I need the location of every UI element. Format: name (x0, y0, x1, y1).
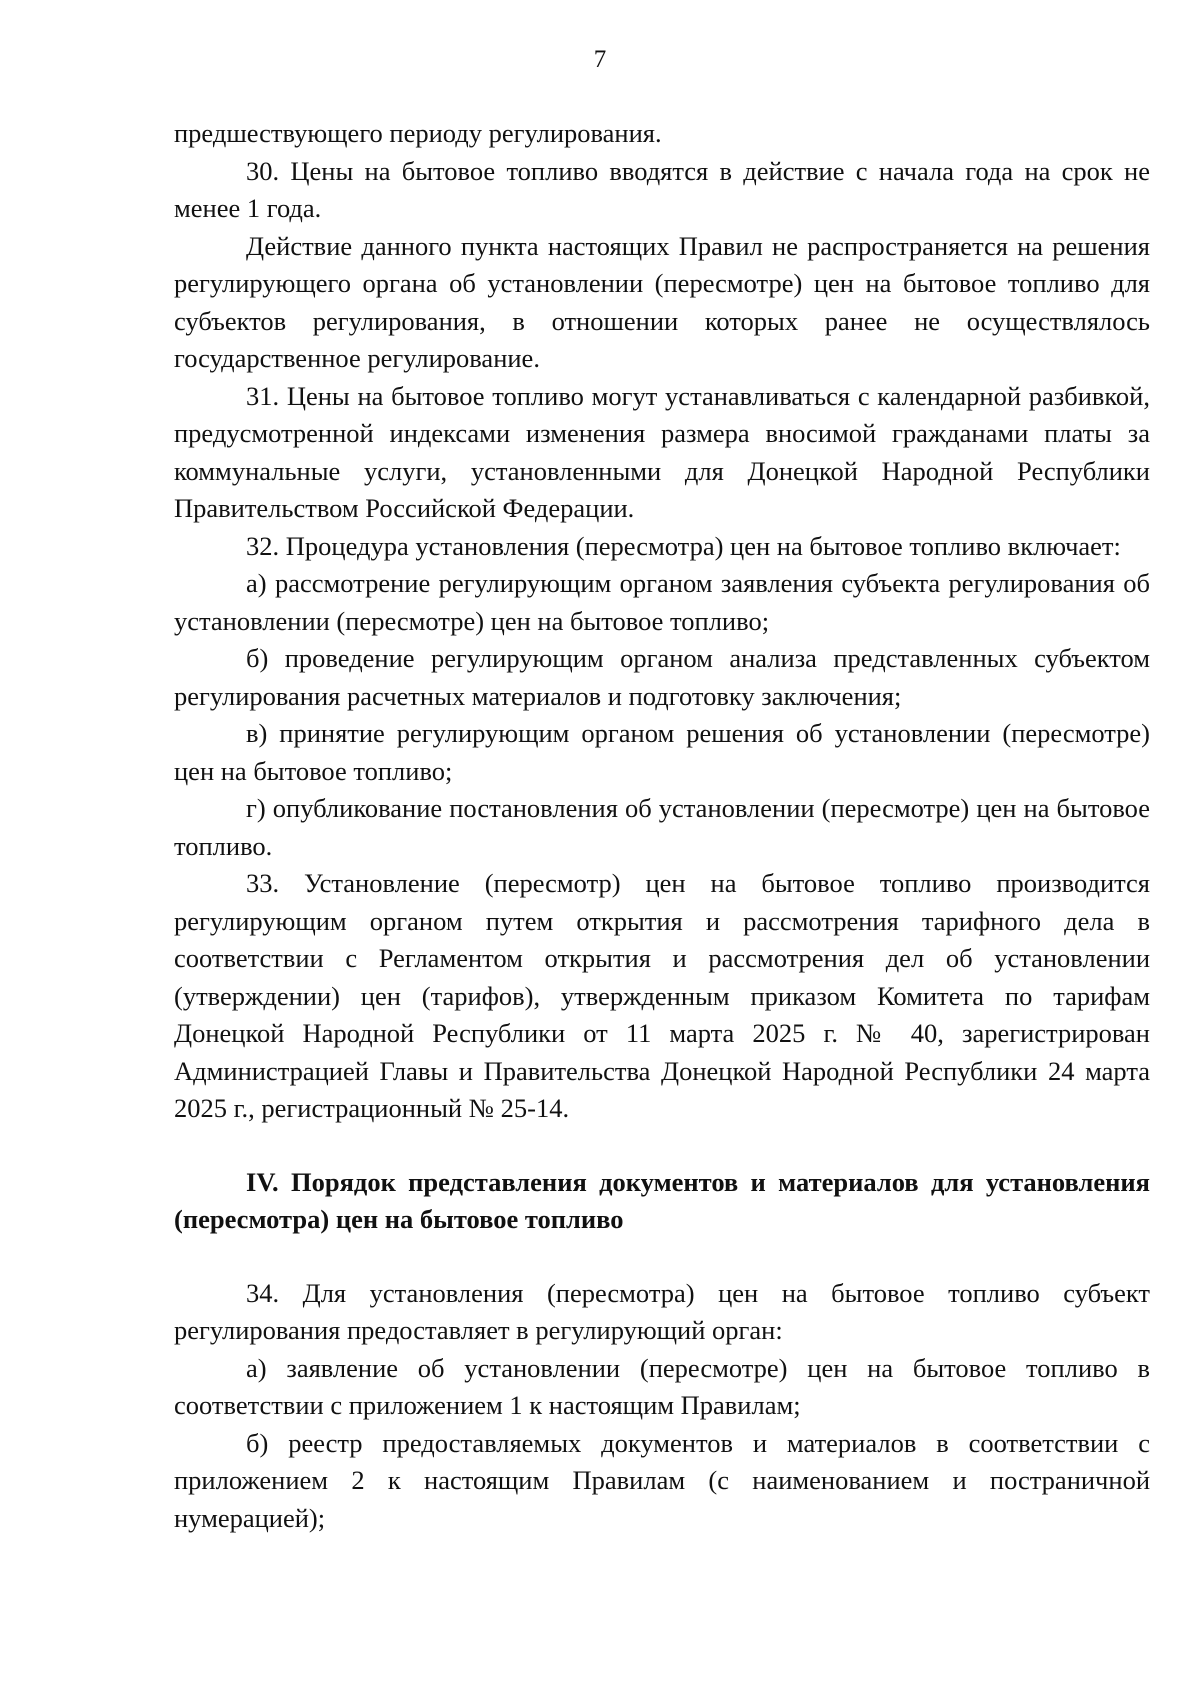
paragraph-clause-32: 32. Процедура установления (пересмотра) цен на бытовое топливо включает: (246, 530, 1121, 561)
page-number: 7 (593, 46, 607, 73)
document-body (174, 115, 1150, 1537)
paragraph-continuation: предшествующего периоду регулирования. (174, 118, 662, 148)
list-item-clause-34-b: б) реестр предоставляемых документов и материалов в соответствии с приложением 2 к настоящим Правилам (с наименованием и постраничной нумерацией); (174, 1427, 1150, 1533)
paragraph-clause-31: 31. Цены на бытовое топливо могут устанавливаться с календарной разбивкой, предусмотренной индексами изменения размера вносимой гражданами платы за коммунальные услуги, установленными для Донецкой Народной Республики Правительством Российской Федерации. (174, 380, 1150, 523)
list-item-clause-32-a: а) рассмотрение регулирующим органом заявления субъекта регулирования об установлении (пересмотре) цен на бытовое топливо; (174, 568, 1150, 636)
section-heading-iv: IV. Порядок представления документов и материалов для установления (пересмотра) цен на бытовое топливо (174, 1166, 1150, 1234)
paragraph-clause-30: 30. Цены на бытовое топливо вводятся в действие с начала года на срок не менее 1 года. (174, 155, 1150, 223)
list-item-clause-34-a: а) заявление об установлении (пересмотре) цен на бытовое топливо в соответствии с приложением 1 к настоящим Правилам; (174, 1352, 1150, 1420)
paragraph-clause-34: 34. Для установления (пересмотра) цен на бытовое топливо субъект регулирования предоставляет в регулирующий орган: (174, 1277, 1150, 1345)
paragraph-clause-33: 33. Установление (пересмотр) цен на бытовое топливо производится регулирующим органом путем открытия и рассмотрения тарифного дела в соответствии с Регламентом открытия и рассмотрения дел об установлении (утверждении) цен (тарифов), утвержденным приказом Комитета по тарифам Донецкой Народной Республики от 11 марта 2025 г. № 40, зарегистрирован Администрацией Главы и Правительства Донецкой Народной Республики 24 марта 2025 г., регистрационный № 25-14. (174, 868, 1150, 1123)
paragraph-clause-30-note: Действие данного пункта настоящих Правил не распространяется на решения регулирующего органа об установлении (пересмотре) цен на бытовое топливо для субъектов регулирования, в отношении которых ранее не осуществлялось государственное регулирование. (174, 230, 1150, 373)
list-item-clause-32-v: в) принятие регулирующим органом решения об установлении (пересмотре) цен на бытовое топливо; (174, 718, 1150, 786)
list-item-clause-32-b: б) проведение регулирующим органом анализа представленных субъектом регулирования расчетных материалов и подготовку заключения; (174, 643, 1150, 711)
list-item-clause-32-g: г) опубликование постановления об установлении (пересмотре) цен на бытовое топливо. (174, 793, 1150, 861)
